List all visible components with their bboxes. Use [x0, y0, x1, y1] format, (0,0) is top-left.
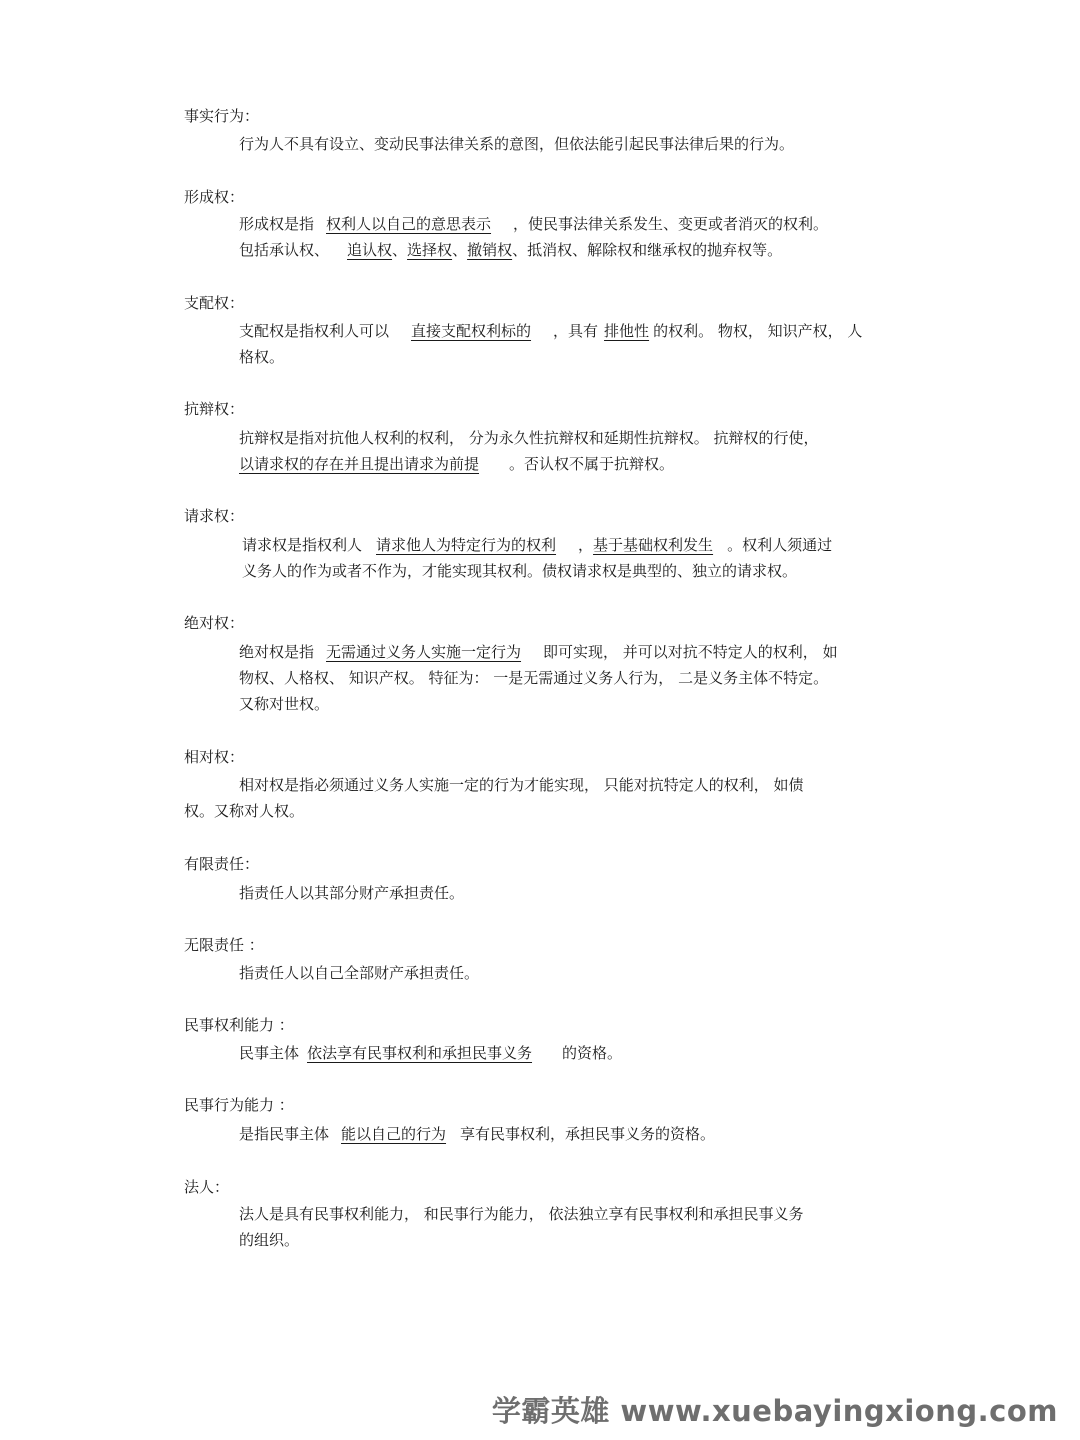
term-heading: 事实行为： — [184, 107, 260, 125]
text: 请求权是指权利人 — [242, 536, 363, 554]
definition-line — [242, 560, 797, 582]
underlined-blank: 能以自己的行为 — [341, 1125, 447, 1143]
definition-line — [239, 1042, 622, 1064]
underlined-blank: 撤销权 — [467, 241, 513, 259]
text: ， — [578, 536, 594, 554]
text: 指责任人以自己全部财产承担责任。 — [239, 964, 480, 982]
term-heading: 法人： — [184, 1178, 230, 1196]
definition-line — [239, 239, 782, 261]
underlined-blank: 请求他人为特定行为的权利 — [376, 536, 557, 554]
text: 义务人的作为或者不作为，才能实现其权利。债权请求权是典型的、独立的请求权。 — [242, 562, 798, 580]
text: 绝对权是指 — [239, 643, 315, 661]
definition-line — [239, 427, 819, 449]
definition-line — [239, 667, 828, 689]
text: 又称对世权。 — [239, 695, 330, 713]
term-heading: 支配权： — [184, 294, 245, 312]
text: 相对权是指必须通过义务人实施一定的行为才能实现， 只能对抗特定人的权利， 如债 — [239, 776, 804, 794]
text: 享有民事权利，承担民事义务的资格。 — [460, 1125, 716, 1143]
watermark: 学霸英雄 www.xuebayingxiong.com — [491, 1394, 1058, 1428]
definition-line — [239, 320, 862, 342]
text: 是指民事主体 — [239, 1125, 330, 1143]
text: 民事主体 — [239, 1044, 300, 1062]
term-heading: 绝对权： — [184, 614, 245, 632]
text: 抗辩权是指对抗他人权利的权利， 分为永久性抗辩权和延期性抗辩权。 抗辩权的行使， — [239, 429, 819, 447]
definition-line — [184, 800, 304, 822]
underlined-blank: 无需通过义务人实施一定行为 — [326, 643, 522, 661]
underlined-blank: 直接支配权利标的 — [411, 322, 532, 340]
text: 指责任人以其部分财产承担责任。 — [239, 884, 465, 902]
underlined-blank: 权利人以自己的意思表示 — [326, 215, 492, 233]
term-heading: 有限责任： — [184, 855, 260, 873]
text: 行为人不具有设立、变动民事法律关系的意图，但依法能引起民事法律后果的行为。 — [239, 135, 795, 153]
underlined-blank: 依法享有民事权利和承担民事义务 — [307, 1044, 533, 1062]
text: ，使民事法律关系发生、变更或者消灭的权利。 — [513, 215, 829, 233]
text: 、 — [392, 241, 408, 259]
text: 物权、人格权、 知识产权。 特征为： 一是无需通过义务人行为， 二是义务主体不特定。 — [239, 669, 829, 687]
text: 、抵消权、解除权和继承权的抛弃权等。 — [512, 241, 783, 259]
term-heading: 民事权利能力 ： — [184, 1016, 294, 1034]
underlined-blank: 基于基础权利发生 — [593, 536, 714, 554]
definition-line — [239, 213, 828, 235]
definition-line — [239, 882, 464, 904]
text: 、 — [452, 241, 468, 259]
definition-line — [239, 1229, 299, 1251]
underlined-blank: 排他性 — [604, 322, 650, 340]
text: 即可实现， 并可以对抗不特定人的权利， 如 — [543, 643, 838, 661]
underlined-blank: 追认权 — [347, 241, 393, 259]
definition-line — [239, 453, 674, 475]
definition-line — [239, 693, 329, 715]
term-heading: 民事行为能力 ： — [184, 1096, 294, 1114]
term-heading: 相对权： — [184, 748, 245, 766]
definition-line — [239, 774, 804, 796]
text: 包括承认权、 — [239, 241, 330, 259]
definition-line — [239, 133, 794, 155]
term-heading: 抗辩权： — [184, 400, 245, 418]
definition-line — [242, 534, 832, 556]
definition-line — [239, 962, 479, 984]
definition-line — [239, 1203, 804, 1225]
text: 支配权是指权利人可以 — [239, 322, 390, 340]
text: 法人是具有民事权利能力， 和民事行为能力， 依法独立享有民事权利和承担民事义务 — [239, 1205, 804, 1223]
text: 的组织。 — [239, 1231, 300, 1249]
text: 。否认权不属于抗辩权。 — [509, 455, 675, 473]
term-heading: 形成权： — [184, 188, 245, 206]
underlined-blank: 选择权 — [407, 241, 453, 259]
text: 。权利人须通过 — [727, 536, 833, 554]
text: 形成权是指 — [239, 215, 315, 233]
term-heading: 请求权： — [184, 507, 245, 525]
text: 格权。 — [239, 348, 285, 366]
text: ，具有 — [553, 322, 599, 340]
definition-line — [239, 1123, 715, 1145]
text: 的资格。 — [562, 1044, 623, 1062]
text: 权。又称对人权。 — [184, 802, 305, 820]
underlined-blank: 以请求权的存在并且提出请求为前提 — [239, 455, 480, 473]
definition-line — [239, 346, 284, 368]
text: 的权利。 物权， 知识产权， 人 — [653, 322, 863, 340]
term-heading: 无限责任 ： — [184, 936, 264, 954]
definition-line — [239, 641, 838, 663]
